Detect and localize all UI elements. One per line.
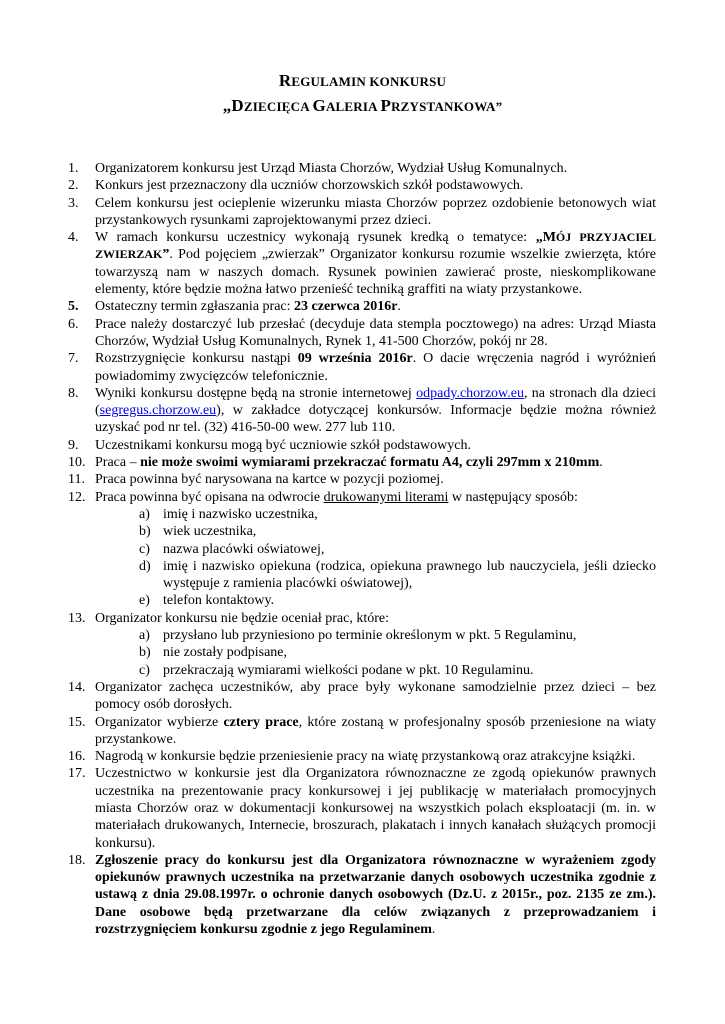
rule-item: 13. Organizator konkursu nie będzie oceniał prac, które: a) przysłano lub przyniesiono po terminie określonym w pkt. 5 Regulaminu, b) nie zostały podpisane, c) przekraczają wymiarami wielkości podane w pkt. 10 Regulaminu. — [0, 610, 656, 679]
sub-item: b) nie zostały podpisane, — [139, 645, 288, 661]
document-title-line-2: „DZIECIĘCA GALERIA PRZYSTANKOWA” — [222, 96, 503, 115]
rule-item: 2. Konkurs jest przeznaczony dla uczniów chorzowskich szkół podstawowych. — [68, 178, 524, 194]
rule-item: 15. Organizator wybierze cztery prace, które zostaną w profesjonalny sposób przeniesione na wiaty przystankowe. — [68, 714, 657, 747]
rule-item: 3. Celem konkursu jest ocieplenie wizerunku miasta Chorzów poprzez ozdobienie betonowych wiat przystankowych rysunkami zaprojektowanymi przez dzieci. — [68, 195, 656, 228]
rule-item: 18. Zgłoszenie pracy do konkursu jest dla Organizatora równoznaczne w wyrażeniem zgody opiekunów prawnych uczestnika na przetwarzanie danych osobowych uczestnika zgodnie z ustawą z dnia 29.08.1997r. o ochronie danych osobowych (Dz.U. z 2015r., poz. 2135 ze zm.). Dane osobowe będą przetwarzane dla celów związanych z przeprowadzaniem i rozstrzygnięciem konkursu zgodnie z jego Regulaminem. — [68, 852, 656, 938]
sub-list — [95, 506, 656, 610]
rule-item: 11. Praca powinna być narysowana na kartce w pozycji poziomej. — [68, 472, 444, 488]
rule-item: 14. Organizator zachęca uczestników, aby prace były wykonane samodzielnie przez dzieci – bez pomocy osób dorosłych. — [68, 679, 656, 713]
segregus-link[interactable]: segregus.chorzow.eu — [99, 403, 217, 419]
sub-item: c) przekraczają wymiarami wielkości podane w pkt. 10 Regulaminu. — [139, 662, 534, 678]
rule-item: 7. Rozstrzygnięcie konkursu nastąpi 09 września 2016r. O dacie wręczenia nagród i wyróżnień powiadomimy zwycięzców telefonicznie. — [68, 351, 657, 384]
rule-item: 16. Nagrodą w konkursie będzie przeniesienie pracy na wiatę przystankową oraz atrakcyjne książki. — [68, 749, 636, 765]
sub-item: e) telefon kontaktowy. — [139, 593, 275, 609]
rule-item: 1. Organizatorem konkursu jest Urząd Miasta Chorzów, Wydział Usług Komunalnych. — [68, 161, 568, 176]
sub-item: c) nazwa placówki oświatowej, — [139, 541, 325, 557]
sub-item: b) wiek uczestnika, — [139, 524, 257, 540]
sub-list — [95, 627, 656, 679]
document-title-line-1: REGULAMIN KONKURSU — [278, 71, 447, 90]
sub-item: a) przysłano lub przyniesiono po terminie określonym w pkt. 5 Regulaminu, — [139, 628, 577, 644]
sub-item: d) imię i nazwisko opiekuna (rodzica, opiekuna prawnego lub nauczyciela, jeśli dziecko występuje z ramienia placówki oświatowej), — [139, 558, 656, 592]
rule-item: 5. Ostateczny termin zgłaszania prac: 23 czerwca 2016r. — [68, 299, 401, 315]
sub-item: a) imię i nazwisko uczestnika, — [139, 506, 318, 522]
rule-item: 17. Uczestnictwo w konkursie jest dla Organizatora równoznaczne ze zgodą opiekunów prawnych uczestnika na prezentowanie pracy konkursowej i jej publikację w materiałach promocyjnych miasta Chorzów oraz w dokumentacji konkursowej na wszystkich polach eksploatacji (m. in. w materiałach drukowanych, Internecie, broszurach, plakatach i innych kanałach służących promocji konkursu). — [68, 766, 656, 851]
rule-item: 8. Wyniki konkursu dostępne będą na stronie internetowej odpady.chorzow.eu, na stronach dla dzieci (segregus.chorzow.eu), w zakładce dotyczącej konkursów. Informacje będzie można również uzyskać pod nr tel. (32) 416-50-00 wew. 277 lub 110. — [68, 385, 657, 436]
rule-item: 9. Uczestnikami konkursu mogą być uczniowie szkół podstawowych. — [68, 437, 471, 453]
rules-list — [0, 160, 725, 938]
odpady-link[interactable]: odpady.chorzow.eu — [416, 385, 524, 401]
rule-item: 10. Praca – nie może swoimi wymiarami przekraczać formatu A4, czyli 297mm x 210mm. — [68, 455, 603, 471]
rule-item: 12. Praca powinna być opisana na odwrocie drukowanymi literami w następujący sposób: a) imię i nazwisko uczestnika, b) wiek uczestnika, c) nazwa placówki oświatowej, d) imię i nazwisko opiekuna (rodzica, opiekuna prawnego lub nauczyciela, jeśli dziecko występuje z ramienia placówki oświatowej), e) telefon kontaktowy. — [68, 489, 656, 609]
rule-item: 6. Prace należy dostarczyć lub przesłać (decyduje data stempla pocztowego) na adres: Urząd Miasta Chorzów, Wydział Usług Komunalnych, Rynek 1, 41-500 Chorzów, pokój nr 28. — [68, 316, 656, 349]
rule-item: 4. W ramach konkursu uczestnicy wykonają rysunek kredką o tematyce: „MÓJ PRZYJACIEL ZWIERZAK”. Pod pojęciem „zwierzak” Organizator konkursu rozumie wszelkie zwierzęta, które towarzyszą nam w naszych domach. Rysunek powinien zawierać proste, nieskomplikowane elementy, które będzie można łatwo przenieść techniką graffiti na wiaty przystankowe. — [68, 230, 656, 298]
